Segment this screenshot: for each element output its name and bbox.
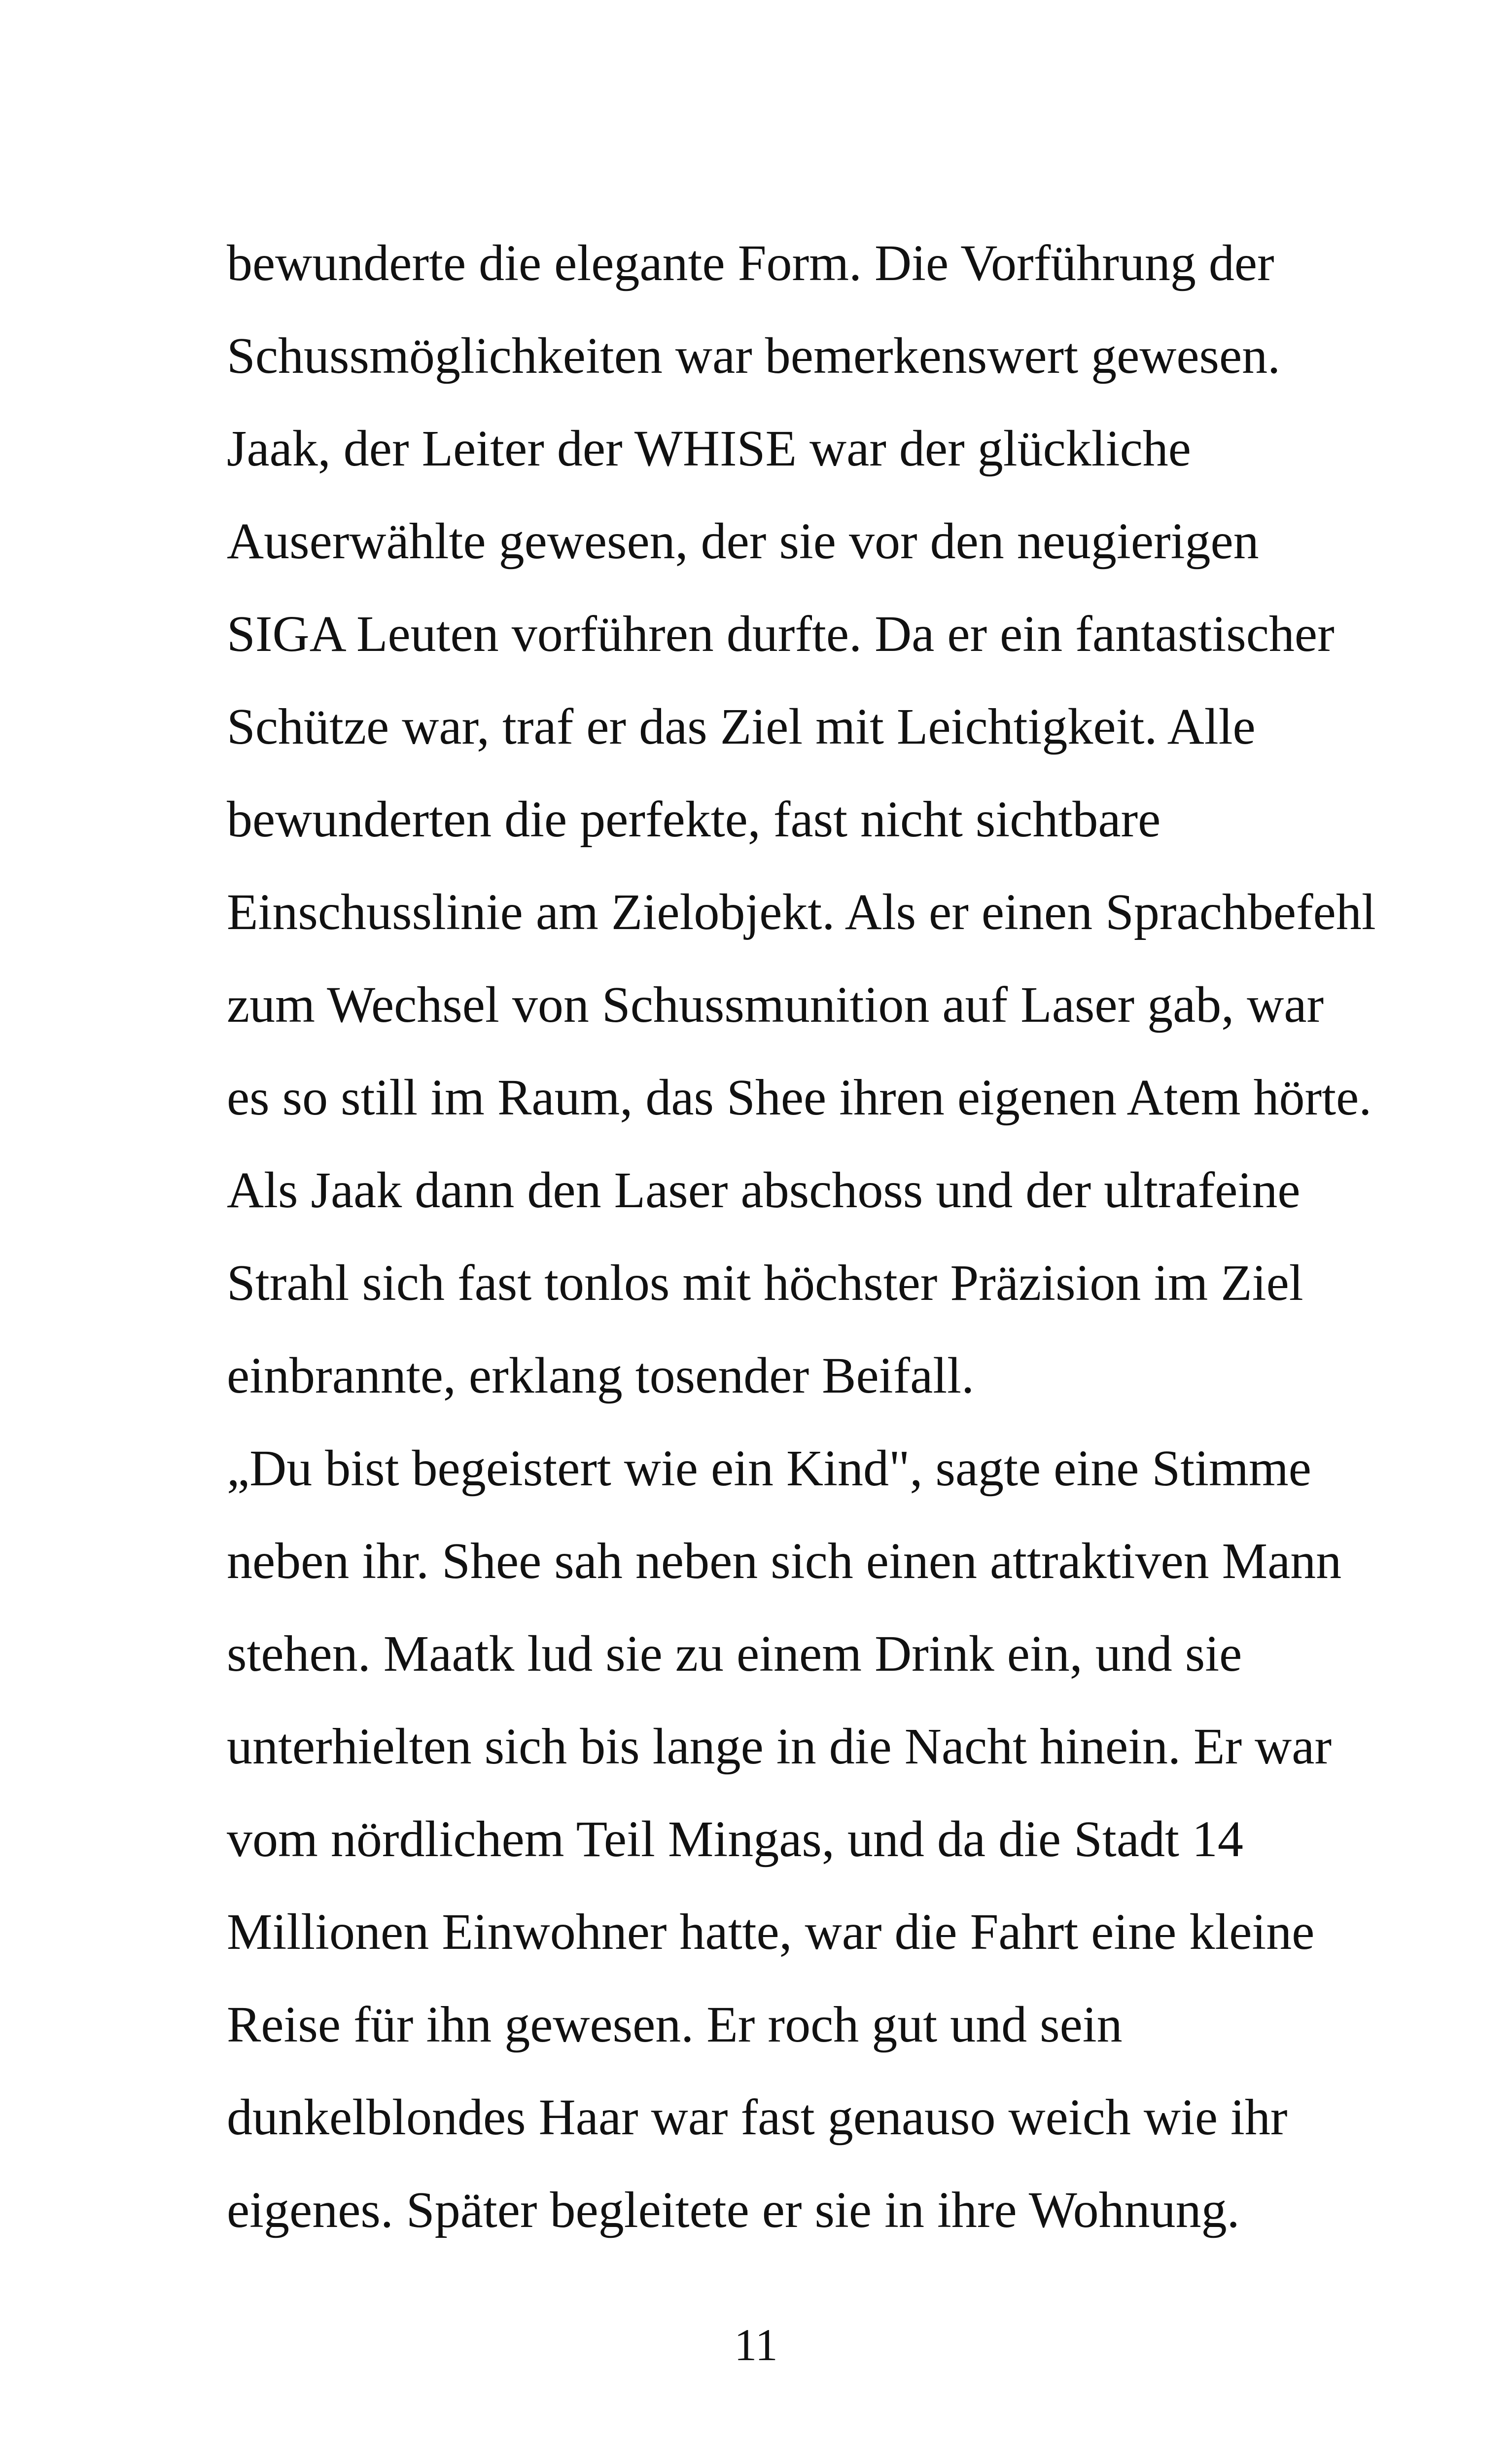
text-line: Jaak, der Leiter der WHISE war der glückliche <box>227 420 1191 477</box>
text-line: Millionen Einwohner hatte, war die Fahrt eine kleine <box>227 1903 1315 1960</box>
text-line: bewunderten die perfekte, fast nicht sichtbare <box>227 791 1161 848</box>
text-line: SIGA Leuten vorführen durfte. Da er ein fantastischer <box>227 606 1335 662</box>
text-line: eigenes. Später begleitete er sie in ihre Wohnung. <box>227 2182 1240 2238</box>
text-line: zum Wechsel von Schussmunition auf Laser gab, war <box>227 976 1324 1033</box>
text-line: Schütze war, traf er das Ziel mit Leichtigkeit. Alle <box>227 698 1256 755</box>
text-line: es so still im Raum, das Shee ihren eigenen Atem hörte. <box>227 1069 1372 1126</box>
text-line: Einschusslinie am Zielobjekt. Als er einen Sprachbefehl <box>227 884 1376 940</box>
text-line: neben ihr. Shee sah neben sich einen attraktiven Mann <box>227 1533 1342 1589</box>
text-line: Schussmöglichkeiten war bemerkenswert gewesen. <box>227 327 1281 384</box>
text-line: „Du bist begeistert wie ein Kind", sagte eine Stimme <box>227 1440 1311 1497</box>
text-line: dunkelblondes Haar war fast genauso weich wie ihr <box>227 2089 1288 2146</box>
text-line: Als Jaak dann den Laser abschoss und der ultrafeine <box>227 1162 1301 1219</box>
body-text <box>227 217 1376 2257</box>
text-line: bewunderte die elegante Form. Die Vorführung der <box>227 235 1274 291</box>
page-number: 11 <box>734 2320 778 2370</box>
text-line: vom nördlichem Teil Mingas, und da die Stadt 14 <box>227 1811 1243 1867</box>
text-line: stehen. Maatk lud sie zu einem Drink ein, und sie <box>227 1625 1242 1682</box>
text-line: Auserwählte gewesen, der sie vor den neugierigen <box>227 513 1259 570</box>
text-line: unterhielten sich bis lange in die Nacht hinein. Er war <box>227 1718 1332 1775</box>
text-line: einbrannte, erklang tosender Beifall. <box>227 1347 975 1404</box>
text-line: Strahl sich fast tonlos mit höchster Präzision im Ziel <box>227 1255 1303 1311</box>
text-line: Reise für ihn gewesen. Er roch gut und sein <box>227 1996 1123 2053</box>
